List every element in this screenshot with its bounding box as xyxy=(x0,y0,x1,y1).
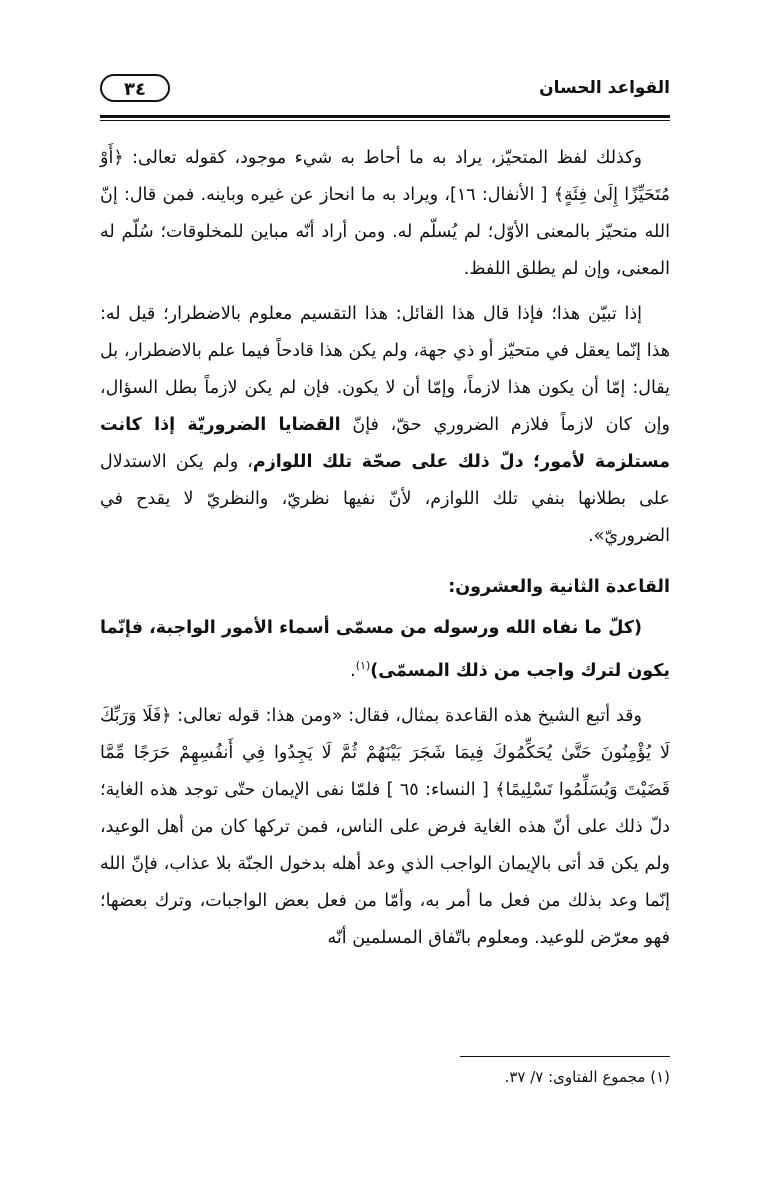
page-header xyxy=(100,72,670,110)
page-number: ٣٤ xyxy=(100,74,170,102)
p3-text-a: وقد أتبع الشيخ هذه القاعدة بمثال، فقال: «ومن هذا: قوله تعالى: xyxy=(171,705,642,726)
p3-text-b: [ النساء: ٦٥ ] فلمّا نفى الإيمان حتّى توجد هذه الغاية؛ دلّ ذلك على أنّ هذه الغاية فرض على الناس، فمن تركها كان من أهل الوعيد، ولم يكن قد أتى بالإيمان الواجب الذي وعد أهله بدخول الجنّة بلا عذاب، فإنّ الله إنّما وعد بذلك من فعل ما أمر به، وأمّا من فعل بعض الواجبات، وترك بعضها؛ فهو معرّض للوعيد. ومعلوم باتّفاق المسلمين أنّه xyxy=(100,779,670,948)
footnote-separator xyxy=(460,1056,670,1057)
quran-verse-nisa: ﴿فَلَا وَرَبِّكَ لَا يُؤْمِنُونَ حَتَّىٰ يُحَكِّمُوكَ فِيمَا شَجَرَ بَيْنَهُمْ ثُمَّ لَا يَجِدُوا فِي أَنفُسِهِمْ حَرَجًا مِّمَّا قَضَيْتَ وَيُسَلِّمُوا تَسْلِيمًا﴾ xyxy=(100,705,670,800)
p2-text-a: إذا تبيّن هذا؛ فإذا قال هذا القائل: هذا التقسيم معلوم بالاضطرار؛ قيل له: هذا إنّما يعقل في متحيّز أو ذي جهة، ولم يكن هذا قادحاً فيما علم بالاضطرار، بل يقال: إمّا أن يكون هذا لازماً، وإمّا أن لا يكون. فإن لم يكن لازماً بطل السؤال، وإن كان لازماً فلازم الضروري حقّ، فإنّ xyxy=(100,304,670,435)
header-rule-thin xyxy=(100,120,670,121)
p2-bold-text: القضايا الضروريّة إذا كانت مستلزمة لأمور؛ دلّ ذلك على صحّة تلك اللوازم xyxy=(100,415,670,472)
running-title: القواعد الحسان xyxy=(539,78,670,98)
paragraph-1 xyxy=(100,140,670,288)
rule-text: (كلّ ما نفاه الله ورسوله من مسمّى أسماء الأمور الواجبة، فإنّما يكون لترك واجب من ذلك المسمّى) xyxy=(100,618,670,681)
paragraph-3 xyxy=(100,698,670,957)
footnote: (١) مجموع الفتاوى: ٧/ ٣٧. xyxy=(504,1068,670,1086)
p1-text-b: [ الأنفال: ١٦]، ويراد به ما انحاز عن غيره وباينه. فمن قال: إنّ الله متحيّز بالمعنى الأوّل؛ لم يُسلّم له. ومن أراد أنّه مباين للمخلوقات؛ سُلّم له المعنى، وإن لم يطلق اللفظ. xyxy=(100,185,670,279)
paragraph-2 xyxy=(100,296,670,555)
rule-heading: القاعدة الثانية والعشرون: xyxy=(448,577,670,597)
rule-statement xyxy=(100,610,670,690)
header-rule-thick xyxy=(100,115,670,118)
footnote-ref: (١) xyxy=(355,659,371,672)
quran-verse-anfal: ﴿أَوْ مُتَحَيِّزًا إِلَىٰ فِئَةٍ﴾ xyxy=(100,148,670,205)
p1-text-a: وكذلك لفظ المتحيّز، يراد به ما أحاط به شيء موجود، كقوله تعالى: xyxy=(123,148,642,168)
p2-text-b: ، ولم يكن الاستدلال على بطلانها بنفي تلك اللوازم، لأنّ نفيها نظريّ، والنظريّ لا يقدح في الضروريّ». xyxy=(100,452,670,546)
main-text xyxy=(100,140,670,957)
rule-end: . xyxy=(350,660,356,681)
